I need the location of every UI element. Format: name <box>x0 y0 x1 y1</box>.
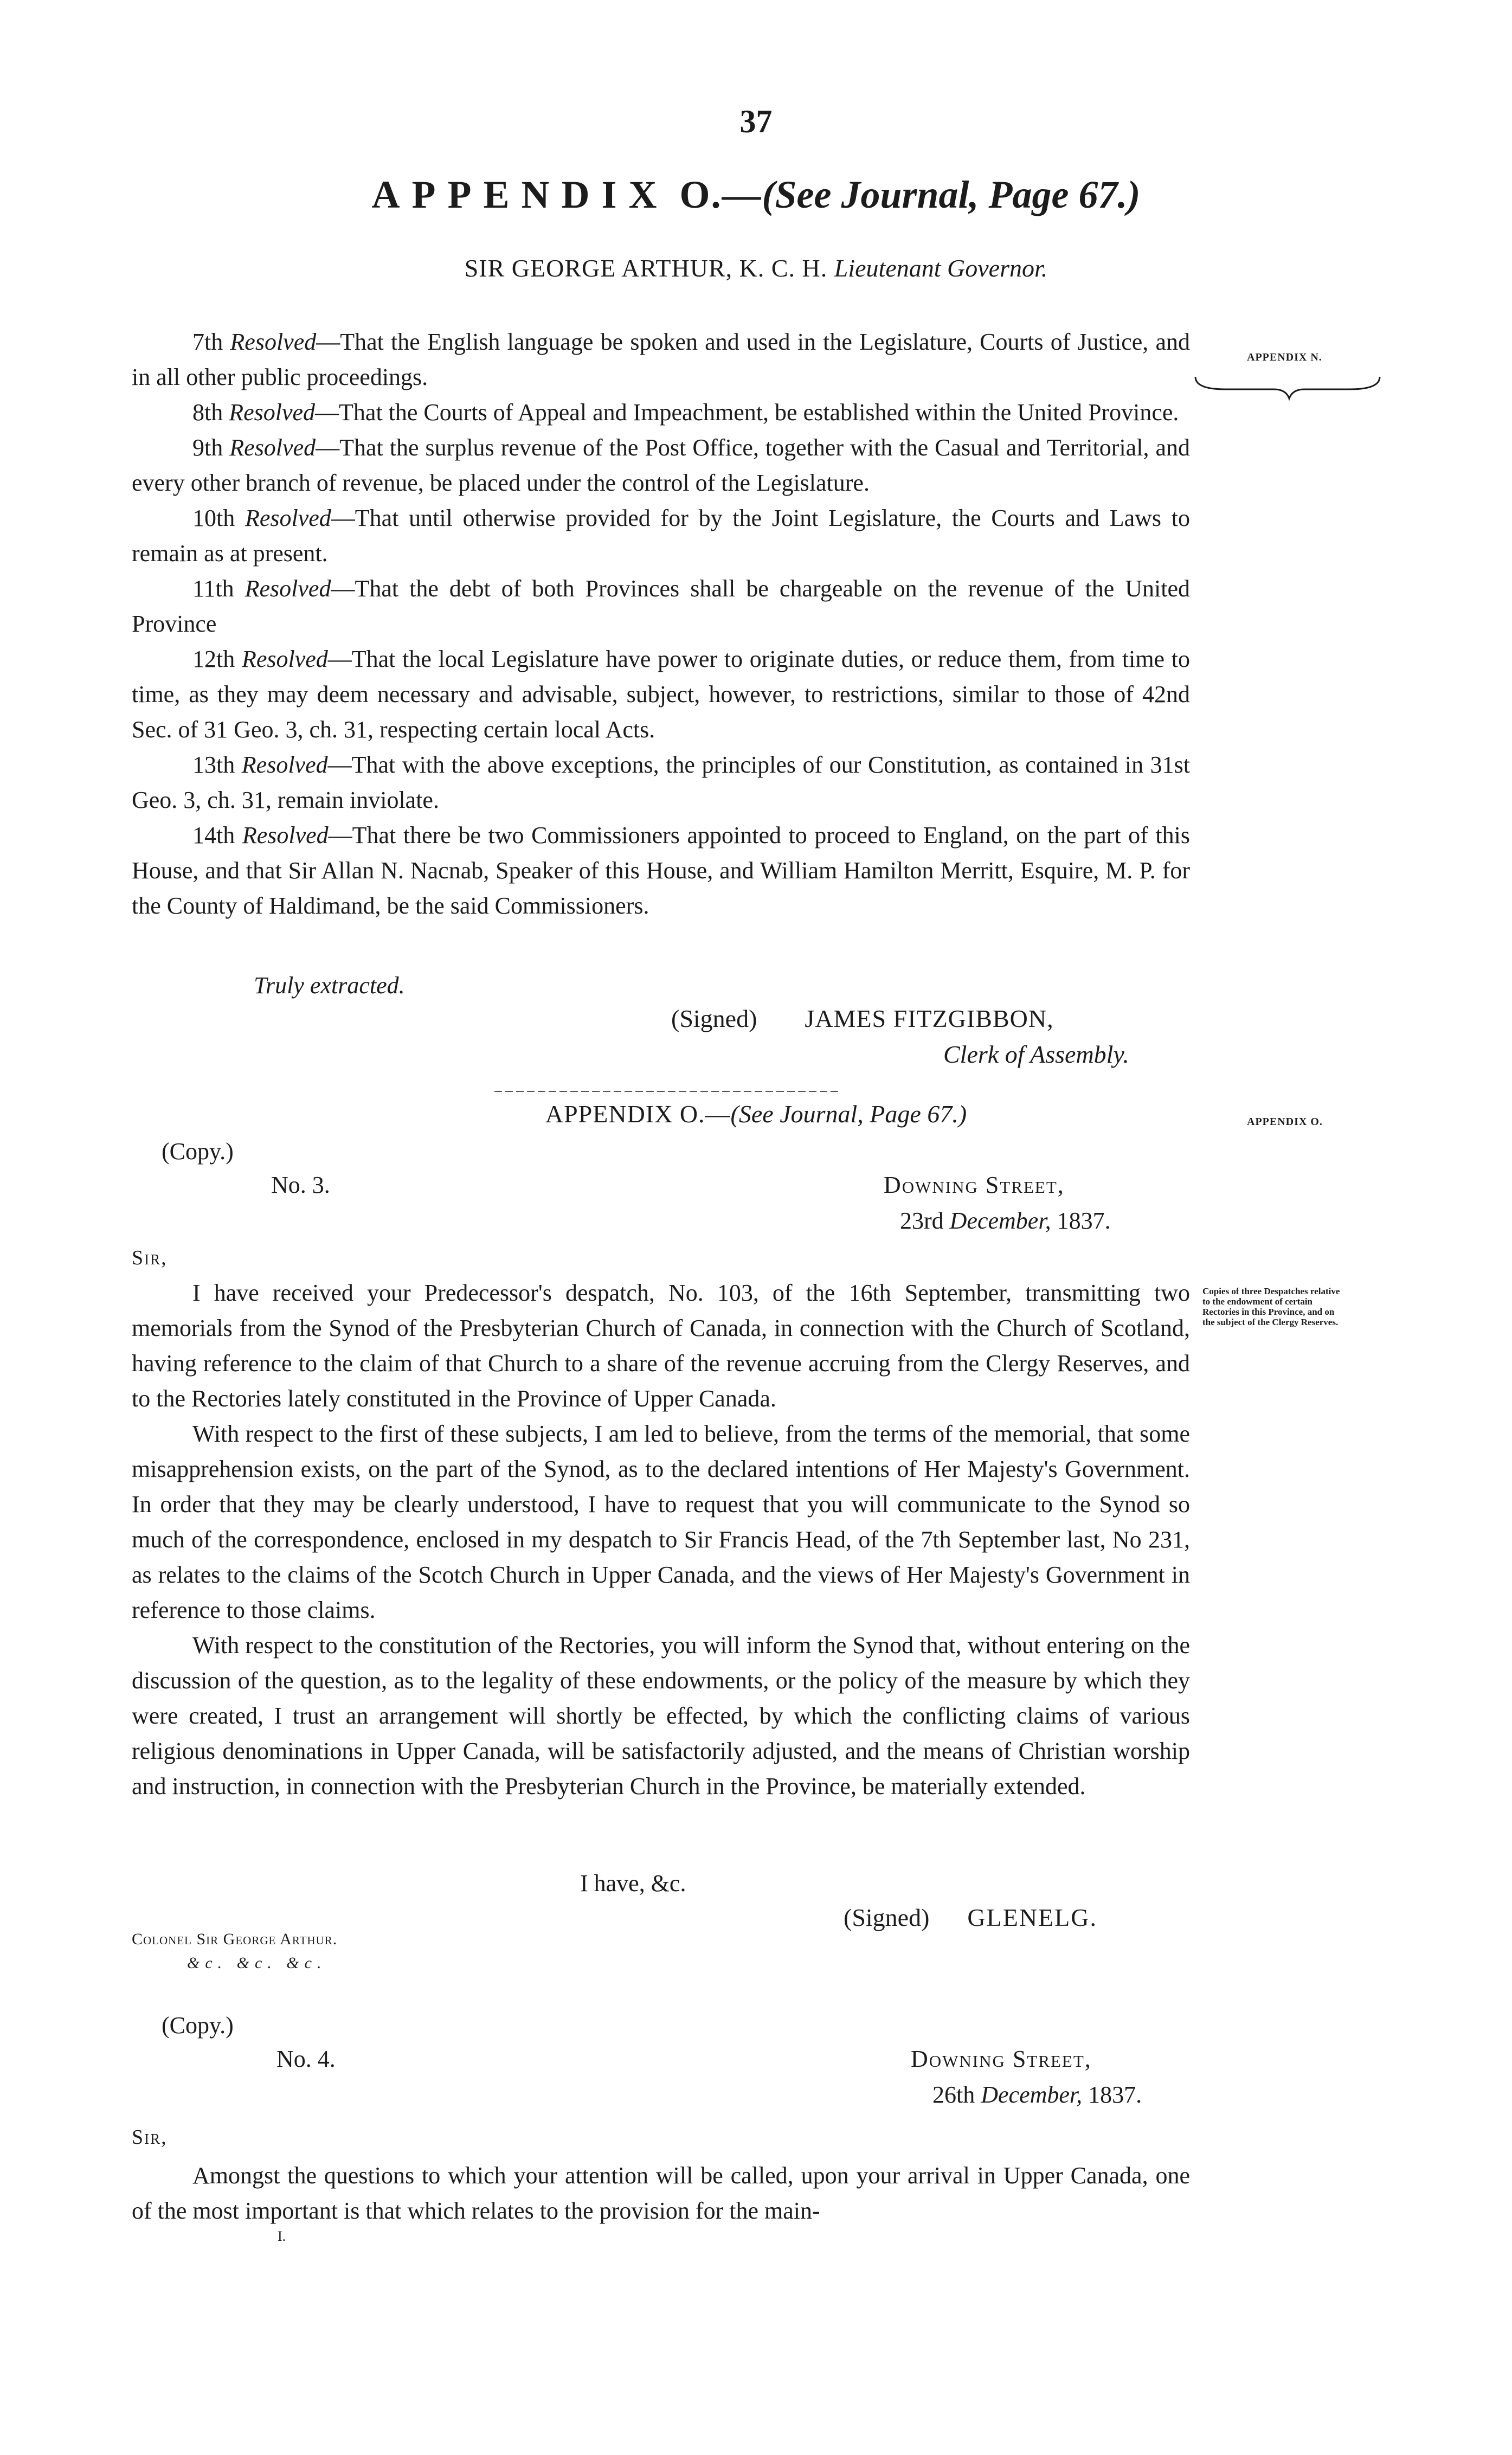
resolution-word: Resolved <box>229 399 316 426</box>
resolution-paragraph <box>132 747 1190 818</box>
despatch-paragraph: With respect to the first of these subjects, I am led to believe, from the terms of the memorial, that some misapprehension exists, on the part of the Synod, as to the declared intentions of Her Majesty's Government. In order that they may be clearly understood, I have to request that you will communicate to the Synod so much of the correspondence, enclosed in my despatch to Sir Francis Head, of the 7th September last, No 231, as relates to the claims of the Scotch Church in Upper Canada, and the views of Her Majesty's Government in reference to those claims. <box>132 1421 1190 1623</box>
despatch-address: Downing Street, <box>911 2046 1092 2072</box>
resolution-word: Resolved <box>241 646 328 672</box>
governor-line <box>0 254 1512 282</box>
resolution-number: 12th <box>192 646 235 672</box>
resolution-text: —That with the above exceptions, the principles of our Constitution, as contained in 31st Geo. 3, ch. 31, remain inviolate. <box>132 751 1191 813</box>
resolution-paragraph <box>132 818 1190 923</box>
despatch-number: No. 4. <box>276 2046 336 2072</box>
resolution-word: Resolved <box>245 505 331 531</box>
resolution-number: 11th <box>192 575 234 602</box>
resolution-text: —That the Courts of Appeal and Impeachment, be established within the United Province. <box>315 399 1179 426</box>
resolution-text: —That there be two Commissioners appointed to proceed to England, on the part of this House, and that Sir Allan N. Nacnab, Speaker of this House, and William Hamilton Merritt, Esquire, M. P. for the County of Haldimand, be the said Commissioners. <box>132 822 1191 919</box>
resolution-number: 14th <box>192 822 235 849</box>
governor-name: SIR GEORGE ARTHUR, K. C. H. <box>464 254 828 282</box>
appendix-o-ref: (See Journal, Page 67.) <box>730 1100 967 1128</box>
resolution-word: Resolved <box>229 434 316 461</box>
date-year: 1837. <box>1088 2081 1142 2108</box>
despatch-address: Downing Street, <box>884 1172 1065 1198</box>
closing: I have, &c. <box>580 1870 686 1897</box>
date-year: 1837. <box>1057 1207 1111 1234</box>
resolution-word: Resolved <box>241 751 328 778</box>
resolution-text: —That until otherwise provided for by the Joint Legislature, the Courts and Laws to remain as at present. <box>132 505 1190 567</box>
separator-rule <box>494 1089 841 1094</box>
signature-line-glenelg <box>844 1903 1097 1932</box>
signature-mark: I. <box>278 2228 286 2244</box>
resolution-text: —That the local Legislature have power to originate duties, or reduce them, from time to time, as they may deem necessary and advisable, subject, however, to restrictions, similar to those of 42nd Sec. of 31 Geo. 3, ch. 31, respecting certain local Acts. <box>132 646 1190 743</box>
resolution-paragraph <box>132 395 1190 430</box>
resolution-number: 7th <box>192 329 223 355</box>
signed-label: (Signed) <box>844 1904 930 1931</box>
appendix-o-word: APPENDIX O.— <box>545 1100 731 1128</box>
despatch-paragraph: Amongst the questions to which your attention will be called, upon your arrival in Upper Canada, one of the most important is that which relates to the provision for the main- <box>132 2162 1190 2224</box>
governor-title: Lieutenant Governor. <box>834 254 1048 282</box>
resolution-paragraph <box>132 324 1190 395</box>
salutation: Sir, <box>132 2126 168 2149</box>
signer-name: GLENELG. <box>967 1904 1097 1931</box>
despatch-paragraph: With respect to the constitution of the Rectories, you will inform the Synod that, without entering on the discussion of the question, as to the legality of these endowments, or the policy of the measure by which they were created, I trust an arrangement will shortly be effected, by which the conflicting claims of various religious denominations in Upper Canada, will be satisfactorily adjusted, and the means of Christian worship and instruction, in connection with the Presbyterian Church in the Province, be materially extended. <box>132 1632 1190 1800</box>
resolution-paragraph <box>132 641 1190 747</box>
resolutions-list <box>132 324 1190 923</box>
resolution-paragraph <box>132 500 1190 571</box>
margin-note-despatches: Copies of three Despatches relative to the endowment of certain Rectories in this Province, and on the subject of the Clergy Reserves. <box>1202 1286 1340 1327</box>
date-day: 26th <box>932 2081 975 2108</box>
addressee-etc: &c. &c. &c. <box>187 1954 327 1972</box>
appendix-heading-ref: (See Journal, Page 67.) <box>762 173 1141 216</box>
signer-name: JAMES FITZGIBBON, <box>805 1005 1054 1032</box>
truly-extracted: Truly extracted. <box>254 972 405 999</box>
resolution-word: Resolved <box>242 822 329 849</box>
resolution-number: 8th <box>192 399 223 426</box>
salutation: Sir, <box>132 1246 168 1269</box>
resolution-text: —That the debt of both Provinces shall be chargeable on the revenue of the United Province <box>132 575 1191 637</box>
resolution-number: 10th <box>192 505 235 531</box>
date-day: 23rd <box>900 1207 944 1234</box>
date-month: December, <box>981 2081 1083 2108</box>
despatch-date <box>900 1207 1111 1235</box>
resolution-paragraph <box>132 430 1190 500</box>
date-month: December, <box>949 1207 1051 1234</box>
margin-note-appendix-o: APPENDIX O. <box>1247 1116 1323 1128</box>
signed-label: (Signed) <box>671 1005 757 1032</box>
despatch-body <box>132 1275 1190 1804</box>
despatch-date <box>932 2081 1142 2109</box>
appendix-heading-letter: O.— <box>679 173 762 216</box>
signature-line <box>671 1004 1054 1033</box>
signer-title: Clerk of Assembly. <box>943 1040 1129 1068</box>
margin-note-appendix-n: APPENDIX N. <box>1247 351 1322 363</box>
resolution-word: Resolved <box>230 329 317 355</box>
appendix-heading <box>0 172 1512 217</box>
copy-label: (Copy.) <box>162 2012 234 2039</box>
despatch-number: No. 3. <box>271 1172 330 1198</box>
resolution-text: —That the surplus revenue of the Post Office, together with the Casual and Territorial, and every other branch of revenue, be placed under the control of the Legislature. <box>132 434 1191 496</box>
resolution-paragraph <box>132 571 1190 641</box>
resolution-number: 9th <box>192 434 223 461</box>
addressee: Colonel Sir George Arthur. <box>132 1930 338 1948</box>
resolution-number: 13th <box>192 751 235 778</box>
despatch-paragraph: I have received your Predecessor's despatch, No. 103, of the 16th September, transmitting two memorials from the Synod of the Presbyterian Church of Canada, in connection with the Church of Scotland, having reference to the claim of that Church to a share of the revenue accruing from the Clergy Reserves, and to the Rectories lately constituted in the Province of Upper Canada. <box>132 1280 1190 1412</box>
page-number: 37 <box>739 104 773 139</box>
appendix-heading-word: APPENDIX <box>371 173 669 216</box>
copy-label: (Copy.) <box>162 1138 234 1165</box>
brace-icon <box>1193 374 1382 401</box>
resolution-word: Resolved <box>245 575 331 602</box>
despatch-body <box>132 2158 1190 2228</box>
resolution-text: —That the English language be spoken and used in the Legislature, Courts of Justice, and in all other public proceedings. <box>132 329 1191 390</box>
